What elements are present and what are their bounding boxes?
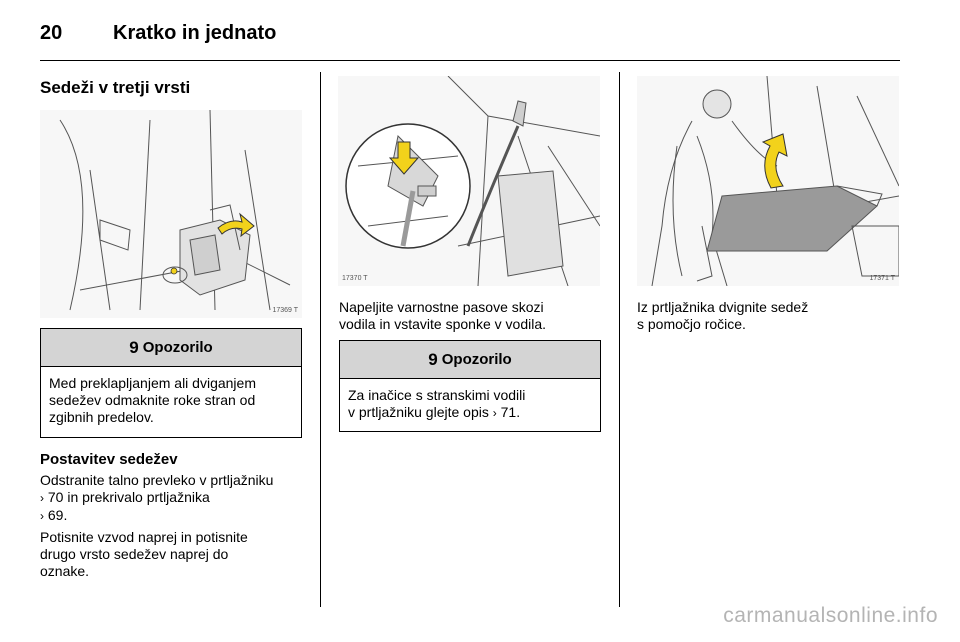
warning-line: zgibnih predelov. — [49, 409, 154, 425]
subheading-seat-position: Postavitev sedežev — [40, 451, 178, 468]
page-header — [40, 18, 900, 58]
caption-lift-seat — [637, 299, 907, 333]
figure-code: 17370 T — [342, 275, 368, 282]
warning-box-middle — [339, 340, 601, 432]
lift-seat-drawing — [637, 76, 899, 286]
text-line: oznake. — [40, 563, 90, 579]
warning-body — [340, 379, 600, 428]
seat-belt-illustration — [338, 76, 600, 286]
header-rule — [40, 60, 900, 61]
column-divider-1 — [320, 72, 321, 607]
text-span: in prekrivalo prtljažnika — [67, 489, 210, 505]
page-ref-link[interactable]: 69. — [47, 507, 68, 523]
seat-belt-drawing — [338, 76, 600, 286]
lift-seat-illustration — [637, 76, 899, 286]
figure-code: 17371 T — [869, 275, 895, 282]
warning-line — [348, 404, 592, 422]
warning-title: Opozorilo — [441, 351, 512, 368]
warning-header — [41, 329, 301, 367]
page-heading: Kratko in jednato — [113, 22, 277, 44]
seat-lever-drawing — [40, 110, 302, 318]
text-line: Odstranite talno prevleko v prtljažniku — [40, 472, 274, 488]
text-line: Potisnite vzvod naprej in potisnite — [40, 529, 248, 545]
figure-code: 17369 T — [272, 307, 298, 314]
warning-body — [41, 367, 301, 432]
caption-seat-belt — [339, 299, 609, 333]
paragraph-remove-cover — [40, 472, 310, 525]
text-line: s pomočjo ročice. — [637, 316, 746, 332]
page-ref-arrow-icon: › — [40, 491, 44, 505]
section-title: Sedeži v tretji vrsti — [40, 78, 191, 97]
text-line: vodila in vstavite sponke v vodila. — [339, 316, 546, 332]
page-ref-arrow-icon: › — [40, 509, 44, 523]
warning-triangle-icon: 9 — [129, 338, 139, 357]
text-span: v prtljažniku glejte opis — [348, 404, 489, 420]
page-ref-arrow-icon: › — [492, 406, 497, 420]
paragraph-push-lever — [40, 529, 310, 580]
page-number: 20 — [40, 22, 63, 44]
text-line — [40, 489, 310, 507]
text-line: drugo vrsto sedežev naprej do — [40, 546, 229, 562]
page-ref-link[interactable]: 70 — [47, 489, 64, 505]
warning-line: Med preklapljanjem ali dviganjem — [49, 375, 256, 391]
warning-triangle-icon: 9 — [428, 350, 438, 369]
text-line: Napeljite varnostne pasove skozi — [339, 299, 544, 315]
text-line — [40, 507, 310, 525]
warning-line: sedežev odmaknite roke stran od — [49, 392, 256, 408]
warning-line: Za inačice s stranskimi vodili — [348, 387, 526, 403]
warning-title: Opozorilo — [142, 339, 213, 356]
column-divider-2 — [619, 72, 620, 607]
page-ref-link[interactable]: 71. — [500, 404, 521, 420]
warning-box-left — [40, 328, 302, 438]
watermark: carmanualsonline.info — [723, 604, 938, 627]
warning-header — [340, 341, 600, 379]
text-line: Iz prtljažnika dvignite sedež — [637, 299, 809, 315]
seat-lever-illustration — [40, 110, 302, 318]
